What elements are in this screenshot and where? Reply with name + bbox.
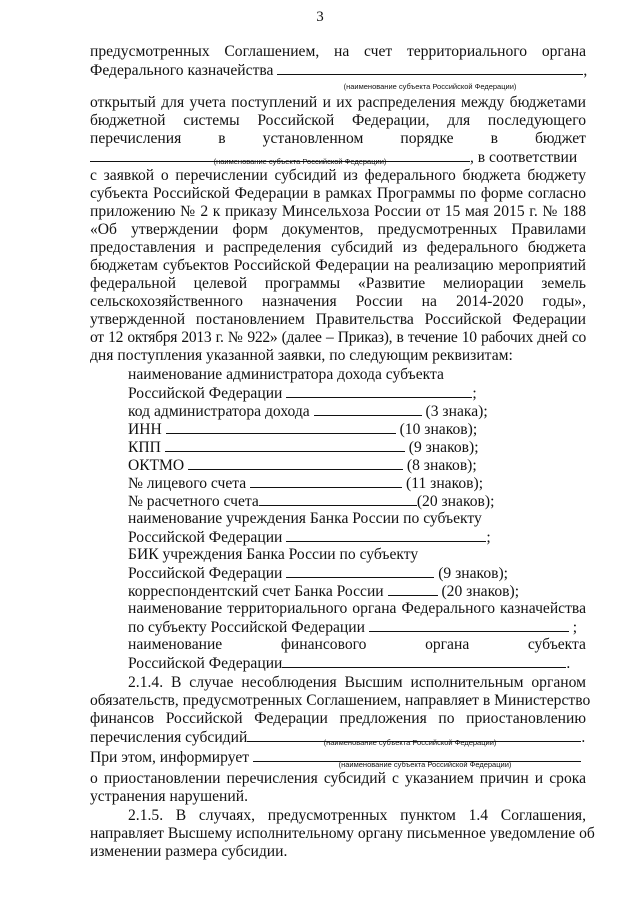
text-line: изменении размера субсидии. bbox=[90, 843, 288, 860]
field-caption: (наименование субъекта Российской Федерации) bbox=[343, 82, 517, 91]
page-number: 3 bbox=[316, 9, 324, 25]
requisite-line: наименование учреждения Банка России по субъекту bbox=[128, 510, 482, 527]
text-line: «Об утверждении форм документов, предусмотренных Правилами bbox=[90, 221, 586, 238]
text-line: субъекта Российской Федерации в рамках Программы по форме согласно bbox=[90, 185, 586, 202]
requisite-line: БИК учреждения Банка России по субъекту bbox=[128, 546, 419, 563]
blank-line bbox=[286, 528, 486, 542]
text-line: приложению № 2 к приказу Минсельхоза России от 15 мая 2015 г. № 188 bbox=[90, 203, 586, 220]
field-caption: (наименование субъекта Российской Федерации) bbox=[338, 760, 512, 769]
requisite-line: № лицевого счета (11 знаков); bbox=[128, 475, 484, 492]
blank-line bbox=[282, 654, 566, 668]
text-line: о приостановлении перечисления субсидий с указанием причин и срока bbox=[90, 770, 586, 787]
requisite-line: ИНН (10 знаков); bbox=[128, 421, 478, 438]
text-line: предусмотренных Соглашением, на счет территориального органа bbox=[90, 43, 586, 60]
requisite-line: Российской Федерации (9 знаков); bbox=[128, 565, 509, 582]
text-line: от 12 октября 2013 г. № 922» (далее – Приказ), в течение 10 рабочих дней со bbox=[90, 329, 586, 346]
text-line: бюджетам субъектов Российской Федерации на реализацию мероприятий bbox=[90, 257, 586, 274]
text-line: При этом, информирует bbox=[90, 748, 586, 767]
blank-line bbox=[188, 456, 403, 470]
requisite-line: наименование территориального органа Федерального казначейства bbox=[128, 600, 586, 617]
requisite-line: ОКТМО (8 знаков); bbox=[128, 457, 477, 474]
requisite-line: Российской Федерации ; bbox=[128, 385, 477, 402]
requisite-line: Российской Федерации . bbox=[128, 655, 571, 672]
text-line: 2.1.4. В случае несоблюдения Высшим исполнительным органом bbox=[128, 674, 586, 691]
requisite-line: Российской Федерации ; bbox=[128, 529, 491, 546]
requisite-line: № расчетного счета (20 знаков); bbox=[128, 493, 495, 510]
text-line: с заявкой о перечислении субсидий из федерального бюджета бюджету bbox=[90, 167, 586, 184]
blank-line bbox=[166, 420, 396, 434]
requisite-line: наименование администратора дохода субъекта bbox=[128, 366, 444, 383]
text-line: Федерального казначейства , bbox=[90, 62, 588, 79]
text-line: 2.1.5. В случаях, предусмотренных пунктом 1.4 Соглашения, bbox=[128, 807, 586, 824]
text-line: утвержденной постановлением Правительства Российской Федерации bbox=[90, 311, 586, 328]
text-line: устранения нарушений. bbox=[90, 788, 248, 805]
text-line: направляет Высшему исполнительному органу письменное уведомление об bbox=[90, 825, 595, 842]
blank-line bbox=[259, 492, 417, 506]
blank-line bbox=[286, 384, 472, 398]
field-caption: (наименование субъекта Российской Федерации) bbox=[213, 157, 387, 166]
blank-line bbox=[286, 564, 434, 578]
blank-line bbox=[165, 438, 405, 452]
text-line: финансов Российской Федерации предложения по приостановлению bbox=[90, 710, 586, 727]
text-line: бюджетной системы Российской Федерации, для последующего bbox=[90, 112, 586, 129]
requisite-line: код администратора дохода (3 знака); bbox=[128, 403, 488, 420]
text-line: дня поступления указанной заявки, по следующим реквизитам: bbox=[90, 347, 513, 364]
text-line: предоставления и распределения субсидий из федерального бюджета bbox=[90, 239, 586, 256]
blank-line bbox=[388, 582, 438, 596]
requisite-line: по субъекту Российской Федерации ; bbox=[128, 619, 578, 636]
text-line: федеральной целевой программы «Развитие мелиорации земель bbox=[90, 275, 586, 292]
text-line: обязательств, предусмотренных Соглашением, направляет в Министерство bbox=[90, 692, 591, 709]
text-line: , в соответствии bbox=[90, 148, 586, 167]
field-caption: (наименование субъекта Российской Федерации) bbox=[323, 738, 497, 747]
text-line: перечисления субсидий . bbox=[90, 729, 586, 746]
text-line: перечисления в установленном порядке в бюджет bbox=[90, 130, 586, 147]
text-line: сельскохозяйственного назначения России на 2014-2020 годы», bbox=[90, 293, 586, 310]
blank-line bbox=[314, 402, 422, 416]
blank-line bbox=[369, 618, 569, 632]
text-line: открытый для учета поступлений и их распределения между бюджетами bbox=[90, 94, 586, 111]
requisite-line: корреспондентский счет Банка России (20 знаков); bbox=[128, 583, 520, 600]
blank-line bbox=[277, 61, 583, 75]
requisite-line: наименование финансового органа субъекта bbox=[128, 636, 586, 653]
blank-line bbox=[250, 474, 402, 488]
requisite-line: КПП (9 знаков); bbox=[128, 439, 479, 456]
